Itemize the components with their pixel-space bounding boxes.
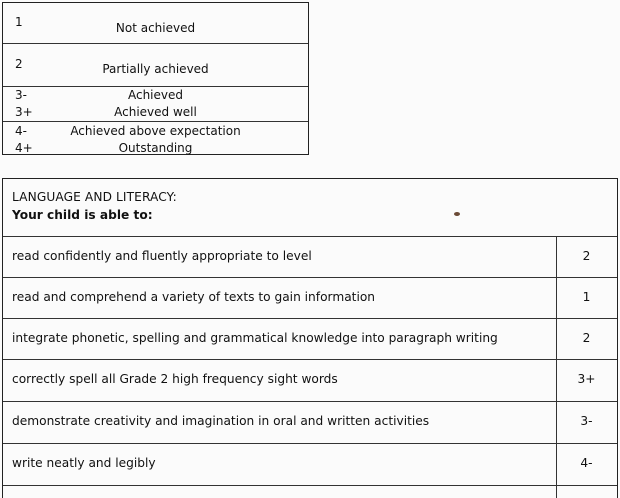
- key-code: 1: [15, 15, 23, 29]
- key-code: 3-: [15, 88, 27, 102]
- table-row: [3, 277, 617, 319]
- key-label: Achieved: [127, 88, 184, 102]
- key-code: 4+: [15, 141, 33, 155]
- skill-text: read confidently and fluently appropriate to level: [12, 249, 312, 263]
- skill-text: read and comprehend a variety of texts to gain information: [12, 290, 376, 304]
- skill-level: 3+: [577, 372, 596, 386]
- skill-level: 3-: [580, 414, 593, 428]
- key-row: [3, 86, 308, 122]
- skill-text: integrate phonetic, spelling and grammatical knowledge into paragraph writing: [12, 331, 498, 345]
- table-row: [3, 359, 617, 402]
- grading-key-table: [2, 2, 309, 155]
- key-label: Outstanding: [118, 141, 193, 155]
- key-label: Partially achieved: [102, 62, 209, 76]
- skill-level: 1: [582, 290, 591, 304]
- skill-text: demonstrate creativity and imagination in oral and written activities: [12, 414, 430, 428]
- skill-text: correctly spell all Grade 2 high frequency sight words: [12, 372, 338, 386]
- skill-level: 4-: [580, 456, 593, 470]
- skill-level: 2: [582, 331, 591, 345]
- language-literacy-table: [2, 178, 618, 498]
- section-title: LANGUAGE AND LITERACY:: [12, 190, 177, 204]
- table-row: [3, 236, 617, 278]
- key-label: Achieved above expectation: [70, 124, 241, 138]
- ink-mark: [454, 212, 460, 216]
- skill-text: write neatly and legibly: [12, 456, 156, 470]
- skill-level: 2: [582, 249, 591, 263]
- key-code: 2: [15, 57, 23, 71]
- key-row: [3, 121, 308, 155]
- section-subtitle: Your child is able to:: [12, 208, 153, 222]
- table-row: [3, 443, 617, 486]
- key-code: 4-: [15, 124, 27, 138]
- key-code: 3+: [15, 105, 33, 119]
- table-row: [3, 318, 617, 360]
- key-row: [3, 43, 308, 87]
- section-header: [3, 179, 617, 237]
- key-row: [3, 3, 308, 44]
- key-label: Not achieved: [115, 21, 196, 35]
- key-label: Achieved well: [114, 105, 197, 119]
- table-row: [3, 401, 617, 444]
